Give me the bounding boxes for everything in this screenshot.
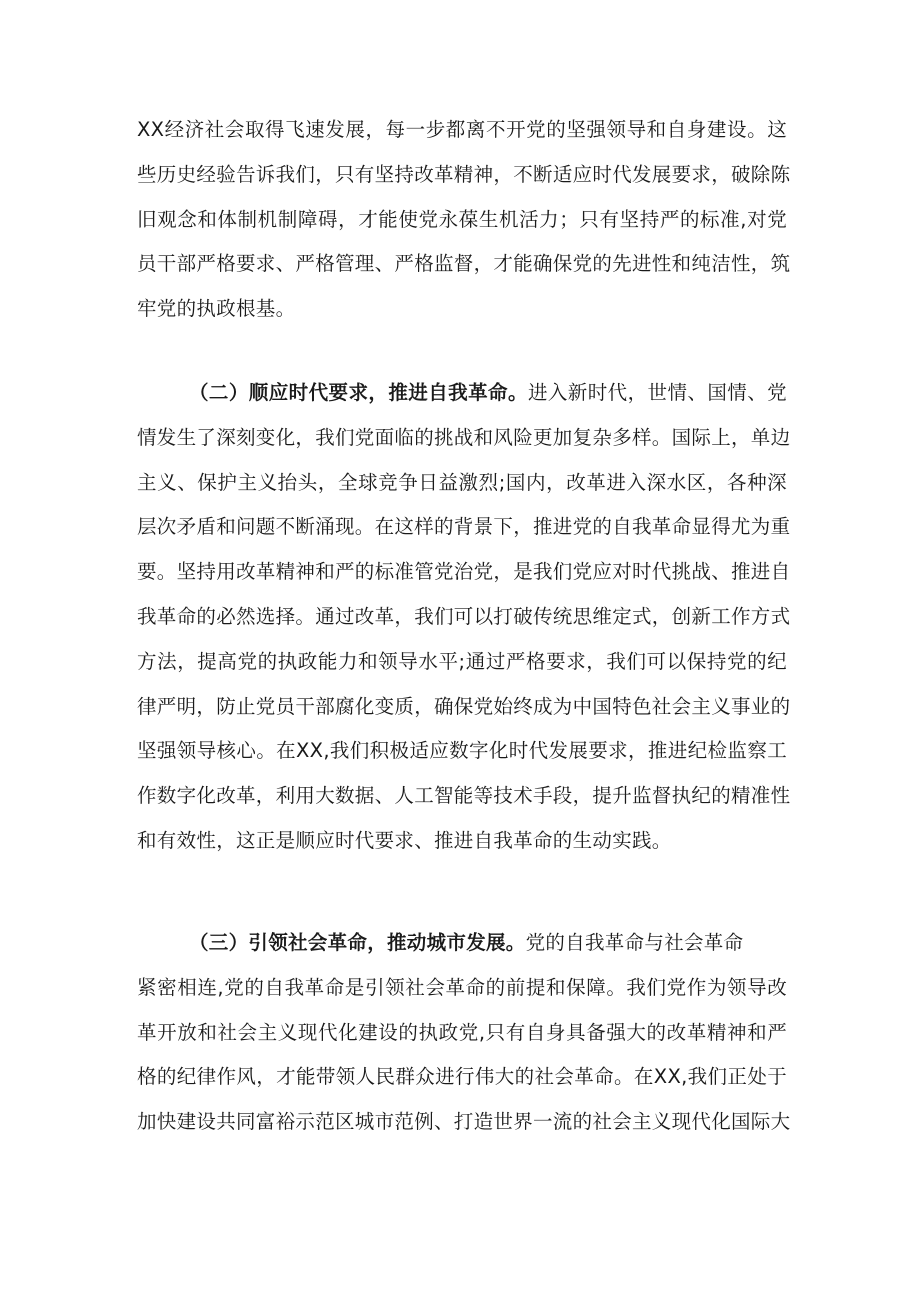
paragraph-text: 党的自我革命与社会革命 <box>525 931 744 954</box>
paragraph-line: 些历史经验告诉我们，只有坚持改革精神，不断适应时代发展要求，破除陈 <box>137 162 791 186</box>
paragraph-line: 主义、保护主义抬头，全球竞争日益激烈;国内，改革进入深水区，各种深 <box>137 470 787 494</box>
paragraph-line: 旧观念和体制机制障碍，才能使党永葆生机活力；只有坚持严的标准,对党 <box>137 207 787 231</box>
paragraph-first-line <box>137 921 787 966</box>
paragraph-line: 革开放和社会主义现代化建设的执政党,只有自身具备强大的改革精神和严 <box>137 1020 787 1044</box>
paragraph-1 <box>137 108 791 332</box>
paragraph-2 <box>137 371 791 864</box>
paragraph-line: 加快建设共同富裕示范区城市范例、打造世界一流的社会主义现代化国际大 <box>137 1110 791 1134</box>
paragraph-line: 方法，提高党的执政能力和领导水平;通过严格要求，我们可以保持党的纪 <box>137 649 787 673</box>
paragraph-line: 情发生了深刻变化，我们党面临的挑战和风险更加复杂多样。国际上，单边 <box>137 425 791 449</box>
section-heading: （三）引领社会革命，推动城市发展。 <box>189 931 526 954</box>
section-heading: （二）顺应时代要求，推进自我革命。 <box>189 381 528 404</box>
paragraph-line: XX经济社会取得飞速发展，每一步都离不开党的坚强领导和自身建设。这 <box>137 118 787 141</box>
paragraph-line: 坚强领导核心。在XX,我们积极适应数字化时代发展要求，推进纪检监察工 <box>137 739 787 763</box>
paragraph-line: 我革命的必然选择。通过改革，我们可以打破传统思维定式，创新工作方式 <box>137 604 791 628</box>
paragraph-line: 员干部严格要求、严格管理、严格监督，才能确保党的先进性和纯洁性，筑 <box>137 252 791 276</box>
paragraph-line: 层次矛盾和问题不断涌现。在这样的背景下，推进党的自我革命显得尤为重 <box>137 515 791 539</box>
paragraph-line: 格的纪律作风，才能带领人民群众进行伟大的社会革命。在XX,我们正处于 <box>137 1065 787 1089</box>
paragraph-line: 牢党的执政根基。 <box>137 297 296 321</box>
paragraph-first-line <box>137 371 787 416</box>
paragraph-line: 紧密相连,党的自我革命是引领社会革命的前提和保障。我们党作为领导改 <box>137 975 787 999</box>
paragraph-text: 进入新时代，世情、国情、党 <box>527 381 787 404</box>
paragraph-line: 律严明，防止党员干部腐化变质，确保党始终成为中国特色社会主义事业的 <box>137 694 791 718</box>
paragraph-3 <box>137 921 791 1145</box>
paragraph-line: 要。坚持用改革精神和严的标准管党治党，是我们党应对时代挑战、推进自 <box>137 560 791 584</box>
paragraph-line: 作数字化改革，利用大数据、人工智能等技术手段，提升监督执纪的精准性 <box>137 784 791 808</box>
paragraph-line: 和有效性，这正是顺应时代要求、推进自我革命的生动实践。 <box>137 828 672 852</box>
